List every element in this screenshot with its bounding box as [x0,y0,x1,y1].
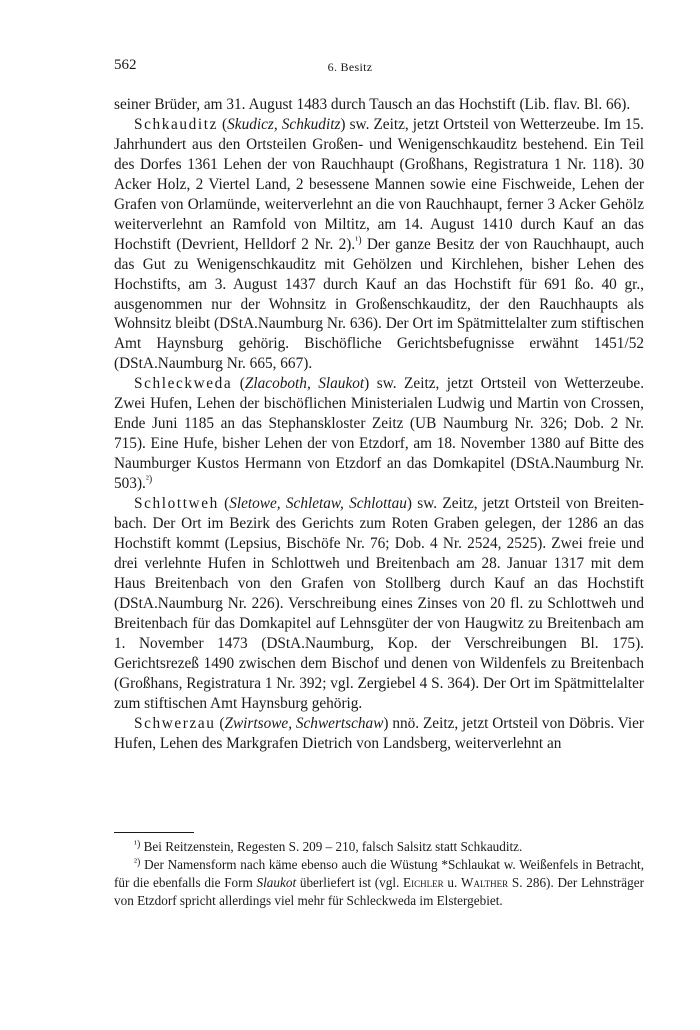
place-name: Schwerzau [134,714,216,732]
text-run: Der Namensform nach käme ebenso auch die Wüstung *Schlaukat w. Weißenfels in Betracht, für die ebenfalls die Form [114,857,644,890]
variant-forms: Slaukot [256,875,297,890]
text-run: ( [217,115,228,133]
running-head: 6. Besitz [327,60,373,74]
footnotes [114,838,644,910]
variant-forms: Zwirtsowe, Schwertschaw [224,714,384,732]
place-name: Schkauditz [134,115,218,133]
text-run: ) sw. Zeitz, jetzt Ortsteil von Wetterzeube. Im 15. Jahrhundert aus den Ortsteilen Großen- und Wenigenschkauditz bestehend. Ein Teil des Dorfes 1361 Lehen der von Rauchhaupt (Großhans, Registratura 1 Nr. 118). 30 Acker Holz, 2 Viertel Land, 2 besessene Mannen sowie eine Fischweide, Lehen der Grafen von Orlamünde, weiterverlehnt an die von Rauchhaupt, ferner 3 Acker Gehölz weiterverlehnt an Ramfold von Miltitz, am 14. August 1410 durch Kauf an das Hochstift (Devrient, Helldorf 2 Nr. 2). [114,115,644,253]
entry-schkauditz [114,115,644,374]
author-name: Walther [461,875,509,890]
variant-forms: Zlacoboth, Slaukot [244,375,365,393]
variant-forms: Sletowe, Schletaw, Schlottau [229,495,407,513]
text-run: Der ganze Besitz der von Rauchhaupt, auch das Gut zu Wenigenschkauditz mit Gehölzen und Kirchlehen, bisher Lehen des Hochstifts, am 3. August 1437 durch Kauf an das Hochstift für 691 ßo. 40 gr., ausgenommen nur der Wohnsitz in Großenschkauditz, der den Rauchhaupts als Wohnsitz bleibt (DStA.Naumburg Nr. 636). Der Ort im Spätmittelalter zum stiftischen Amt Haynsburg gehörig. Bischöfliche Gerichtsbefugnisse erwähnt 1451/52 (DStA.Naumburg Nr. 665, 667). [114,235,644,373]
footnote-mark: ¹) [134,839,141,850]
text-run: ( [232,375,245,393]
text-run: ) nnö. Zeitz, jetzt Ortsteil von Döbris. Vier Hufen, Lehen des Markgrafen Dietrich von Landsberg, weiterverlehnt an [114,714,644,752]
page-number: 562 [114,57,137,73]
entry-schleckweda [114,374,644,494]
text-run: S. 286). Der Lehnsträger von Etzdorf spricht allerdings viel mehr für Schleckweda im Elstergebiet. [114,875,644,908]
main-text [114,95,644,753]
footnote-ref: ²) [145,474,153,486]
text-run: u. [443,875,462,890]
entry-schwerzau [114,714,644,754]
text-run: Bei Reitzenstein, Regesten S. 209 – 210, falsch Salsitz statt Schkauditz. [140,839,523,854]
place-name: Schleckweda [134,375,233,393]
footnote-2 [114,856,644,910]
text-run: ( [215,714,225,732]
footnote-ref: ¹) [355,234,362,246]
footnote-mark: ²) [134,857,141,868]
text-run: ( [218,495,230,513]
text-run: ) sw. Zeitz, jetzt Ortsteil von Breitenbach. Der Ort im Bezirk des Gerichts zum Roten Graben gelegen, der 1286 an das Hochstift kommt (Lepsius, Bischöfe Nr. 76; Dob. 4 Nr. 2524, 2525). Zwei freie und drei verlehnte Hufen in Schlottweh und Breitenbach am 28. Januar 1317 mit dem Haus Breitenbach von den Grafen von Stollberg durch Kauf an das Hochstift (DStA.Naumburg Nr. 226). Verschreibung eines Zinses von 20 fl. zu Schlottweh und Breitenbach für das Domkapitel auf Lehnsgüter der von Haugwitz zu Breitenbach am 1. November 1473 (DStA.Naumburg, Kop. der Verschreibungen Bl. 175). Gerichtsrezeß 1490 zwischen dem Bischof und denen von Wildenfels zu Breitenbach (Großhans, Registratura 1 Nr. 392; vgl. Zergiebel 4 S. 364). Der Ort im Spätmittelalter zum stiftischen Amt Haynsburg gehörig. [114,495,644,712]
footnote-1 [114,838,644,856]
paragraph-carryover [114,95,644,115]
footnote-rule [114,832,194,833]
entry-schlottweh [114,494,644,713]
place-name: Schlottweh [134,495,219,513]
text-run: ) sw. Zeitz, jetzt Ortsteil von Wetterzeube. Zwei Hufen, Lehen der bischöflichen Ministerialen Ludwig und Martin von Crossen, Ende Juni 1185 an das Stephanskloster Zeitz (UB Naumburg Nr. 326; Dob. 2 Nr. 715). Eine Hufe, bisher Lehen der von Etzdorf, am 18. November 1380 auf Bitte des Naumburger Kustos Hermann von Etzdorf an das Domkapitel (DStA.Naumburg Nr. 503). [114,375,645,493]
text-run: seiner Brüder, am 31. August 1483 durch Tausch an das Hochstift (Lib. flav. Bl. 66). [114,96,631,113]
author-name: Eichler [403,875,444,890]
text-run: überliefert ist (vgl. [296,875,404,890]
variant-forms: Skudicz, Schkuditz [227,115,341,133]
